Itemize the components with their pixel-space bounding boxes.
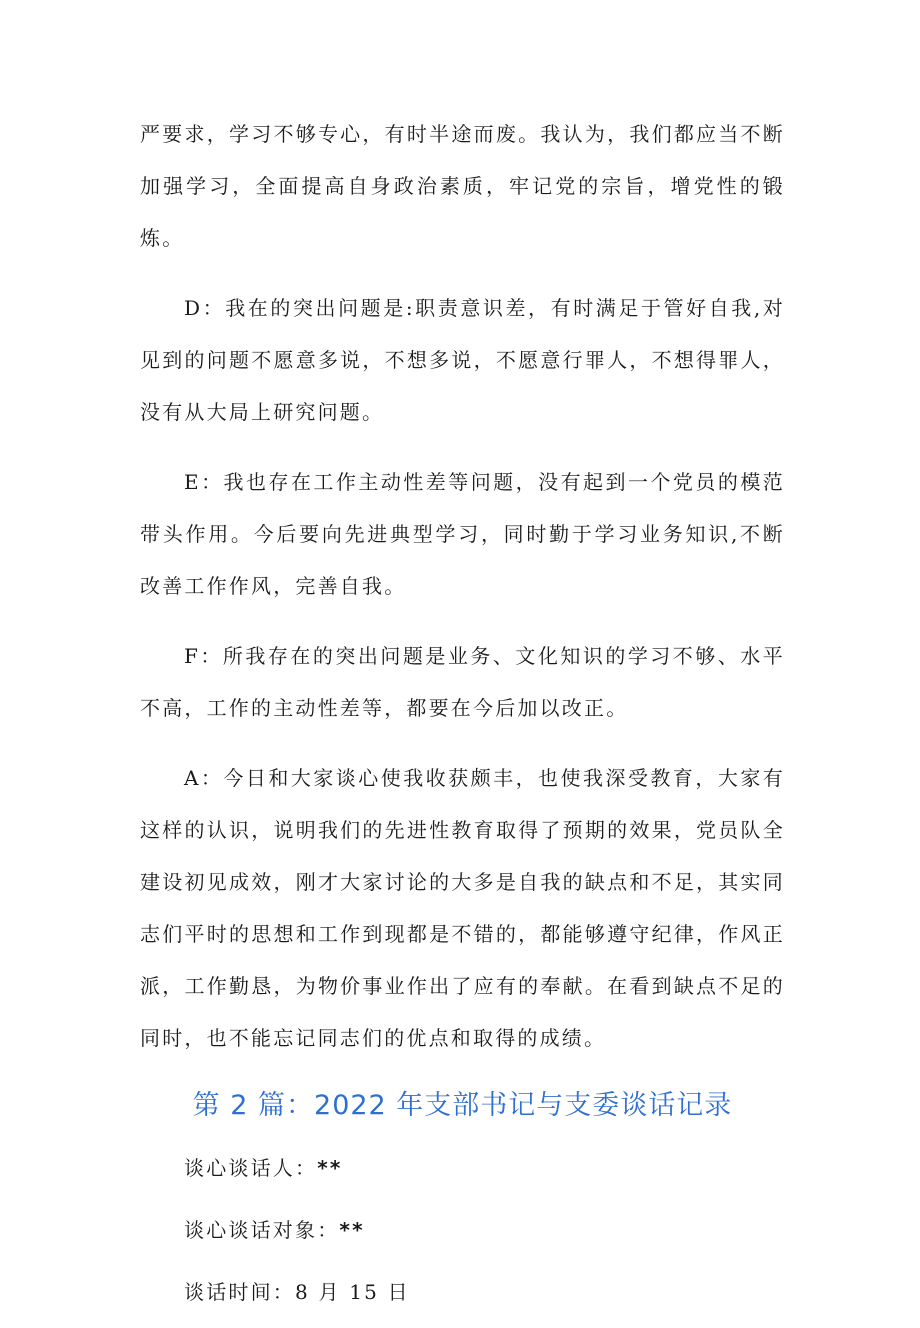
meta-target-value: ** bbox=[339, 1218, 365, 1242]
section-heading: 第 2 篇：2022 年支部书记与支委谈话记录 bbox=[192, 1090, 733, 1121]
paragraph-e: E：我也存在工作主动性差等问题，没有起到一个党员的模范带头作用。今后要向先进典型学习，同时勤于学习业务知识,不断改善工作作风，完善自我。 bbox=[140, 470, 785, 598]
meta-talker-label: 谈心谈话人： bbox=[184, 1156, 318, 1180]
paragraph-d: D：我在的突出问题是:职责意识差，有时满足于管好自我,对见到的问题不愿意多说，不想多说，不愿意行罪人，不想得罪人，没有从大局上研究问题。 bbox=[140, 296, 785, 424]
meta-target-label: 谈心谈话对象： bbox=[184, 1218, 340, 1242]
meta-time-value: 8 月 15 日 bbox=[295, 1280, 410, 1304]
paragraph-a: A：今日和大家谈心使我收获颇丰，也使我深受教育，大家有这样的认识，说明我们的先进性教育取得了预期的效果，党员队全建设初见成效，刚才大家讨论的大多是自我的缺点和不足，其实同志们平时的思想和工作到现都是不错的，都能够遵守纪律，作风正派，工作勤恳，为物价事业作出了应有的奉献。在看到缺点不足的同时，也不能忘记同志们的优点和取得的成绩。 bbox=[140, 766, 785, 1050]
meta-time bbox=[140, 1266, 785, 1318]
meta-talker-value: ** bbox=[317, 1156, 343, 1180]
meta-target bbox=[140, 1204, 785, 1256]
document-body bbox=[140, 108, 785, 1328]
meta-time-label: 谈话时间： bbox=[184, 1280, 295, 1304]
paragraph-continuation: 严要求，学习不够专心，有时半途而废。我认为，我们都应当不断加强学习，全面提高自身政治素质，牢记党的宗旨，增党性的锻炼。 bbox=[140, 122, 785, 250]
meta-talker bbox=[140, 1142, 785, 1194]
paragraph-f: F：所我存在的突出问题是业务、文化知识的学习不够、水平不高，工作的主动性差等，都要在今后加以改正。 bbox=[140, 644, 785, 720]
